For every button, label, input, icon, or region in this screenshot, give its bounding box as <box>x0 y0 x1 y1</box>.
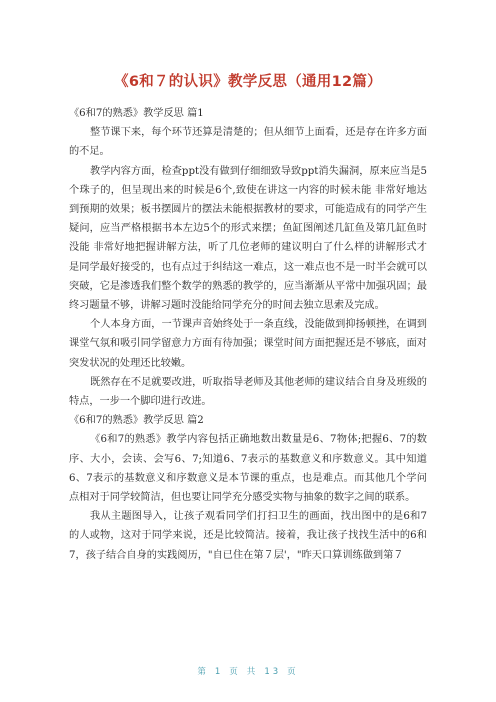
section-heading: 《6和7的熟悉》教学反思 篇1 <box>69 108 204 119</box>
footer-page-word: 页 <box>229 667 241 677</box>
footer-current-page: 1 <box>214 667 224 677</box>
section-heading: 《6和7的熟悉》教学反思 篇2 <box>69 415 204 427</box>
paragraph: 整节课下来，每个环节还算是清楚的；但从细节上面看，还是存在许多方面的不足。 <box>69 127 427 158</box>
paragraph: 《6和7的熟悉》教学内容包括正确地数出数量是6、7物体;把握6、7的数序、大小，会读、会写6、7;知道6、7表示的基数意义和序数意义。其中知道6、7表示的基数意义和序数意义是本节课的重点，也是难点。而其他几个学问点相对于同学较简洁，但也要让同学充分感受实物与抽象的数字之间的联系。 <box>69 434 427 504</box>
document-body <box>69 104 427 565</box>
paragraph: 教学内容方面，检查ppt没有做到仔细细致导致ppt消失漏洞，原来应当是5个珠子的，但呈现出来的时候是6个,致使在讲这一内容的时候未能 非常好地达到预期的效果；板书摆圆片的摆法未能根据教材的要求，可能造成有的同学产生疑问，应当严格根据书本左边5个的形式来摆；鱼缸图阐述几缸鱼及第几缸鱼时没能 非常好地把握讲解方法，听了几位老师的建议明白了什么样的讲解形式才是同学最好接受的，也有点过于纠结这一难点，这一难点也不是一时半会就可以突破，它是渗透我们整个数学的熟悉的教学的，应当渐渐从平常中加强巩固；最终习题量不够，讲解习题时没能给同学充分的时间去独立思索及完成。 <box>69 165 427 312</box>
paragraph: 个人本身方面，一节课声音始终处于一条直线，没能做到抑扬顿挫，在调到课堂气氛和吸引同学留意力方面有待加强；课堂时间方面把握还是不够底，面对突发状况的处理还比较嫩。 <box>69 319 427 369</box>
paragraph: 既然存在不足就要改进，听取指导老师及其他老师的建议结合自身及班级的特点，一步一个脚印进行改进。 <box>69 376 427 408</box>
document-title: 《6和７的认识》教学反思（通用12篇） <box>114 74 382 90</box>
footer-page-label: 第 <box>197 667 209 677</box>
paragraph: 我从主题图导入，让孩子观看同学们打扫卫生的画面，找出图中的是6和7的人或物，这对于同学来说，还是比较简洁。接着，我让孩子找找生活中的6和7，孩子结合自身的实践阅历，"自已住在第７层'，"昨天口算训练做到第７ <box>69 511 427 561</box>
footer-total-label: 共 <box>246 667 259 677</box>
footer-total-pages: 13 <box>264 667 282 677</box>
footer-total-word: 页 <box>287 667 299 677</box>
page-footer <box>0 665 496 677</box>
